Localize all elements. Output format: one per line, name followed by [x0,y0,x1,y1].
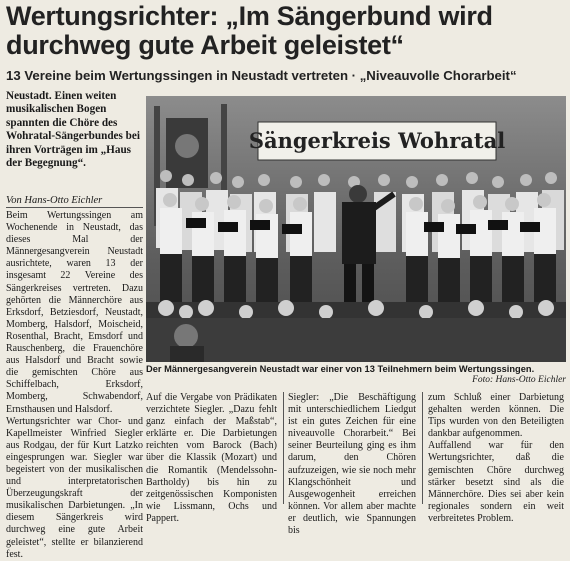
column-divider-3 [422,392,423,504]
article-headline: Wertungsrichter: „Im Sängerbund wird durchweg gute Arbeit geleistet“ [6,1,493,60]
article-byline: Von Hans-Otto Eichler [6,195,103,206]
photo-caption: Der Männergesangverein Neustadt war einer von 13 Teilnehmern beim Wertungssingen. [146,364,535,374]
column-3: Siegler: „Die Beschäftigung mit unterschiedlichem Liedgut ist ein gutes Zeichen für eine niveauvolle Chorarbeit.“ Bei seiner Beurteilung ging es ihm darum, den Chören aufzuzeigen, wie sie noch mehr Klangschönheit und Ausgewogenheit erreichen können. Vor allem aber machte er deutlich, wie Spannungen bis [288,392,416,537]
byline-rule [6,207,143,208]
choir-photo [146,96,566,362]
choir-photo-illustration [146,96,566,362]
column-2: Auf die Vergabe von Prädikaten verzichtete Siegler. „Dazu fehlt ganz einfach der Maßstab“, erklärte er. Die Darbietungen reichten vom Barock (Bach) über die Klassik (Mozart) und die Romantik (Mendelssohn-Bartholdy) bis hin zu zeitgenössischen Komponisten wie Lissmann, Ochs und Pappert. [146,392,277,524]
photo-credit: Foto: Hans-Otto Eichler [472,375,566,385]
column-4: zum Schluß einer Darbietung gehalten werden können. Die Tips wurden von den Beteiligten dankbar aufgenommen. Auffallend war für den Wertungsrichter, daß die gemischten Chöre durchweg stärker besetzt sind als die Männerchöre. Dies sei aber kein regionales sondern ein weit verbreitetes Problem. [428,392,564,524]
banner-text: Sängerkreis Wohratal [248,128,506,153]
article-subheadline: 13 Vereine beim Wertungssingen in Neustadt vertreten · „Niveauvolle Chorarbeit“ [6,68,517,83]
article-lead: Neustadt. Einen weiten musikalischen Bogen spannten die Chöre des Wohratal-Sängerbundes bei ihren Vorträgen im „Haus der Begegnung“. [6,90,140,170]
column-divider-2 [283,392,284,504]
column-1: Beim Wertungssingen am Wochenende in Neustadt, das dieses Mal der Männergesangverein Neustadt ausrichtete, waren 13 der insgesamt 22 Vereine des Sängerkreises vertreten. Dazu gehörten die Männerchöre aus Erksdorf, Betziesdorf, Neustadt, Momberg, Halsdorf, Moischeid, Rosenthal, Bracht, Emsdorf und Rauschenberg, die Frauenchöre aus Halsdorf und Bracht sowie die gemischten Chöre aus Schiffelbach, Erksdorf, Momberg, Schwabendorf, Ernsthausen und Halsdorf. Wertungsrichter war Chor- und Kapellmeister Winfried Siegler aus Rodgau, der für Kurt Latzko eingesprungen war. Siegler war begeistert von der musikalischen und interpretatorischen Überzeugungskraft der musikalischen Darbietungen. „In diesem Sängerkreis wird durchweg eine gute Arbeit geleistet“, stellte er bilanzierend fest. [6,210,143,560]
